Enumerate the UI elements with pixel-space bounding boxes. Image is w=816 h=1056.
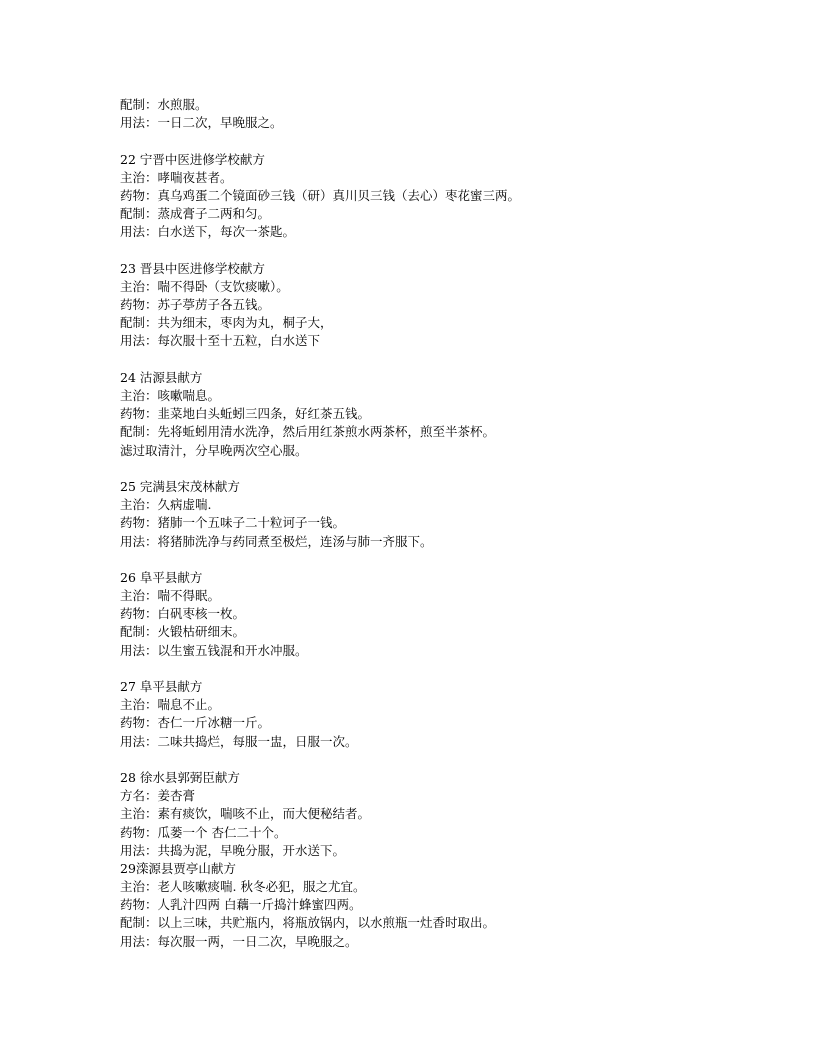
text-line: 用法：白水送下，每次一茶匙。 <box>120 224 296 240</box>
text-line: 用法：一日二次，早晚服之。 <box>120 115 283 131</box>
text-line: 配制：以上三味，共贮瓶内，将瓶放锅内，以水煎瓶一灶香时取出。 <box>120 915 496 931</box>
text-line: 方名：姜杏膏 <box>120 788 196 804</box>
text-line: 配制：共为细末，枣肉为丸，桐子大， <box>120 315 333 331</box>
text-line: 配制：水煎服。 <box>120 97 208 112</box>
text-line: 主治：喘不得卧（支饮痰嗽）。 <box>120 278 289 294</box>
text-line: 主治：喘息不止。 <box>120 697 221 713</box>
text-line: 主治：喘不得眠。 <box>120 588 221 604</box>
text-line: 用法：二味共捣烂，每服一盅，日服一次。 <box>120 733 358 749</box>
text-line: 药物：真乌鸡蛋二个镜面砂三钱（研）真川贝三钱（去心）枣花蜜三两。 <box>120 187 521 203</box>
section-heading: 28 徐水县郭弼臣献方 <box>120 769 240 785</box>
text-line: 主治：素有痰饮，喘咳不止，而大便秘结者。 <box>120 806 371 822</box>
section-heading: 27 阜平县献方 <box>120 679 203 694</box>
text-line: 用法：以生蜜五钱混和开水冲服。 <box>120 642 308 658</box>
blank-line <box>120 460 780 478</box>
blank-line <box>120 132 780 150</box>
text-line: 用法：每次服一两，一日二次，早晚服之。 <box>120 933 358 949</box>
text-line: 药物：瓜蒌一个 杏仁二十个。 <box>120 824 287 840</box>
text-line: 滤过取清汁，分早晚两次空心服。 <box>120 442 308 458</box>
text-line: 药物：白矾枣核一枚。 <box>120 606 246 622</box>
section-heading: 26 阜平县献方 <box>120 569 203 585</box>
text-line: 主治：咳嗽喘息。 <box>120 388 221 403</box>
text-line: 主治：哮喘夜甚者。 <box>120 169 233 185</box>
section-heading: 29滦源县贾亭山献方 <box>120 860 236 876</box>
text-line: 用法：每次服十至十五粒，白水送下 <box>120 333 321 349</box>
text-line: 用法：共捣为泥，早晚分服，开水送下。 <box>120 842 346 858</box>
blank-line <box>120 551 780 569</box>
text-line: 配制：先将蚯蚓用清水洗净，然后用红茶煎水两茶杯，煎至半茶杯。 <box>120 424 496 440</box>
text-line: 药物：苏子葶苈子各五钱。 <box>120 297 271 313</box>
section-heading: 24 沽源县献方 <box>120 369 203 385</box>
text-line: 用法：将猪肺洗净与药同煮至极烂，连汤与肺一齐服下。 <box>120 533 433 549</box>
blank-line <box>120 751 780 769</box>
text-line: 主治：老人咳嗽痰喘. 秋冬必犯，服之尤宜。 <box>120 879 366 895</box>
text-line: 药物：韭菜地白头蚯蚓三四条，好红茶五钱。 <box>120 406 371 422</box>
document-page <box>120 96 780 951</box>
text-line: 药物：猪肺一个五味子二十粒诃子一钱。 <box>120 515 346 531</box>
section-heading: 25 完满县宋茂林献方 <box>120 478 240 494</box>
blank-line <box>120 242 780 260</box>
text-line: 主治：久病虚喘. <box>120 497 212 513</box>
text-line: 药物：人乳汁四两 白藕一斤捣汁蜂蜜四两。 <box>120 897 362 913</box>
section-heading: 22 宁晋中医进修学校献方 <box>120 151 265 167</box>
text-line: 配制：火锻枯研细末。 <box>120 624 246 640</box>
section-heading: 23 晋县中医进修学校献方 <box>120 260 265 276</box>
blank-line <box>120 660 780 678</box>
blank-line <box>120 351 780 369</box>
text-line: 药物：杏仁一斤冰糖一斤。 <box>120 715 271 731</box>
text-line: 配制：蒸成膏子二两和匀。 <box>120 206 271 222</box>
